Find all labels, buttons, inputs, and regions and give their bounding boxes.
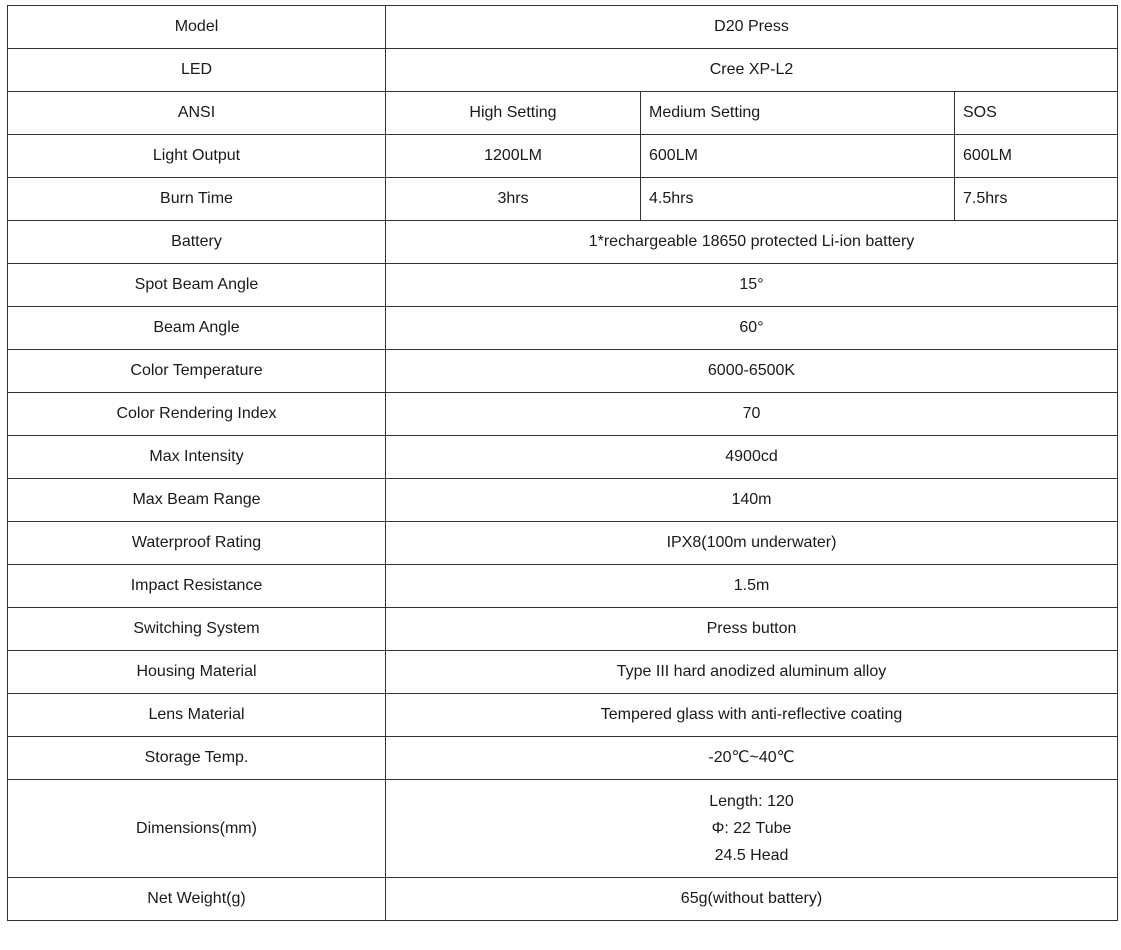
row-value: 65g(without battery) xyxy=(386,878,1118,921)
table-row xyxy=(8,49,1118,92)
row-label: Max Intensity xyxy=(8,436,386,479)
row-label: Burn Time xyxy=(8,178,386,221)
table-row xyxy=(8,694,1118,737)
row-value: 140m xyxy=(386,479,1118,522)
row-value: 70 xyxy=(386,393,1118,436)
row-label: Beam Angle xyxy=(8,307,386,350)
table-row xyxy=(8,264,1118,307)
row-label: ANSI xyxy=(8,92,386,135)
dimensions-value xyxy=(386,780,1118,878)
table-row xyxy=(8,479,1118,522)
table-row xyxy=(8,608,1118,651)
row-label: Spot Beam Angle xyxy=(8,264,386,307)
table-row xyxy=(8,135,1118,178)
row-value: D20 Press xyxy=(386,6,1118,49)
row-label: Lens Material xyxy=(8,694,386,737)
row-value: 60° xyxy=(386,307,1118,350)
dimension-head-diameter: 24.5 Head xyxy=(714,847,789,864)
row-label: Switching System xyxy=(8,608,386,651)
row-value: -20℃~40℃ xyxy=(386,737,1118,780)
table-row xyxy=(8,737,1118,780)
row-label: Dimensions(mm) xyxy=(8,780,386,878)
table-row xyxy=(8,92,1118,135)
row-value: Tempered glass with anti-reflective coating xyxy=(386,694,1118,737)
table-row xyxy=(8,780,1118,878)
row-value: Cree XP-L2 xyxy=(386,49,1118,92)
spec-table xyxy=(7,5,1118,921)
row-value: 6000-6500K xyxy=(386,350,1118,393)
burn-time-medium: 4.5hrs xyxy=(641,178,955,221)
table-row xyxy=(8,393,1118,436)
row-value: IPX8(100m underwater) xyxy=(386,522,1118,565)
row-label: Color Rendering Index xyxy=(8,393,386,436)
row-label: Impact Resistance xyxy=(8,565,386,608)
row-value: 15° xyxy=(386,264,1118,307)
row-label: LED xyxy=(8,49,386,92)
mode-header-medium: Medium Setting xyxy=(641,92,955,135)
table-row xyxy=(8,436,1118,479)
table-row xyxy=(8,6,1118,49)
table-row xyxy=(8,350,1118,393)
row-value: 4900cd xyxy=(386,436,1118,479)
row-value: Press button xyxy=(386,608,1118,651)
row-label: Max Beam Range xyxy=(8,479,386,522)
table-row xyxy=(8,307,1118,350)
table-row xyxy=(8,178,1118,221)
row-label: Net Weight(g) xyxy=(8,878,386,921)
row-label: Color Temperature xyxy=(8,350,386,393)
light-output-medium: 600LM xyxy=(641,135,955,178)
burn-time-sos: 7.5hrs xyxy=(955,178,1118,221)
dimension-tube-diameter: Φ: 22 Tube xyxy=(711,820,792,837)
row-label: Battery xyxy=(8,221,386,264)
table-row xyxy=(8,522,1118,565)
mode-header-high: High Setting xyxy=(386,92,641,135)
row-label: Storage Temp. xyxy=(8,737,386,780)
table-row xyxy=(8,878,1118,921)
row-label: Housing Material xyxy=(8,651,386,694)
row-value: 1.5m xyxy=(386,565,1118,608)
table-row xyxy=(8,565,1118,608)
row-value: 1*rechargeable 18650 protected Li-ion battery xyxy=(386,221,1118,264)
light-output-high: 1200LM xyxy=(386,135,641,178)
dimension-length: Length: 120 xyxy=(709,793,794,810)
row-label: Waterproof Rating xyxy=(8,522,386,565)
row-label: Model xyxy=(8,6,386,49)
row-label: Light Output xyxy=(8,135,386,178)
table-row xyxy=(8,221,1118,264)
table-row xyxy=(8,651,1118,694)
row-value: Type III hard anodized aluminum alloy xyxy=(386,651,1118,694)
burn-time-high: 3hrs xyxy=(386,178,641,221)
mode-header-sos: SOS xyxy=(955,92,1118,135)
light-output-sos: 600LM xyxy=(955,135,1118,178)
